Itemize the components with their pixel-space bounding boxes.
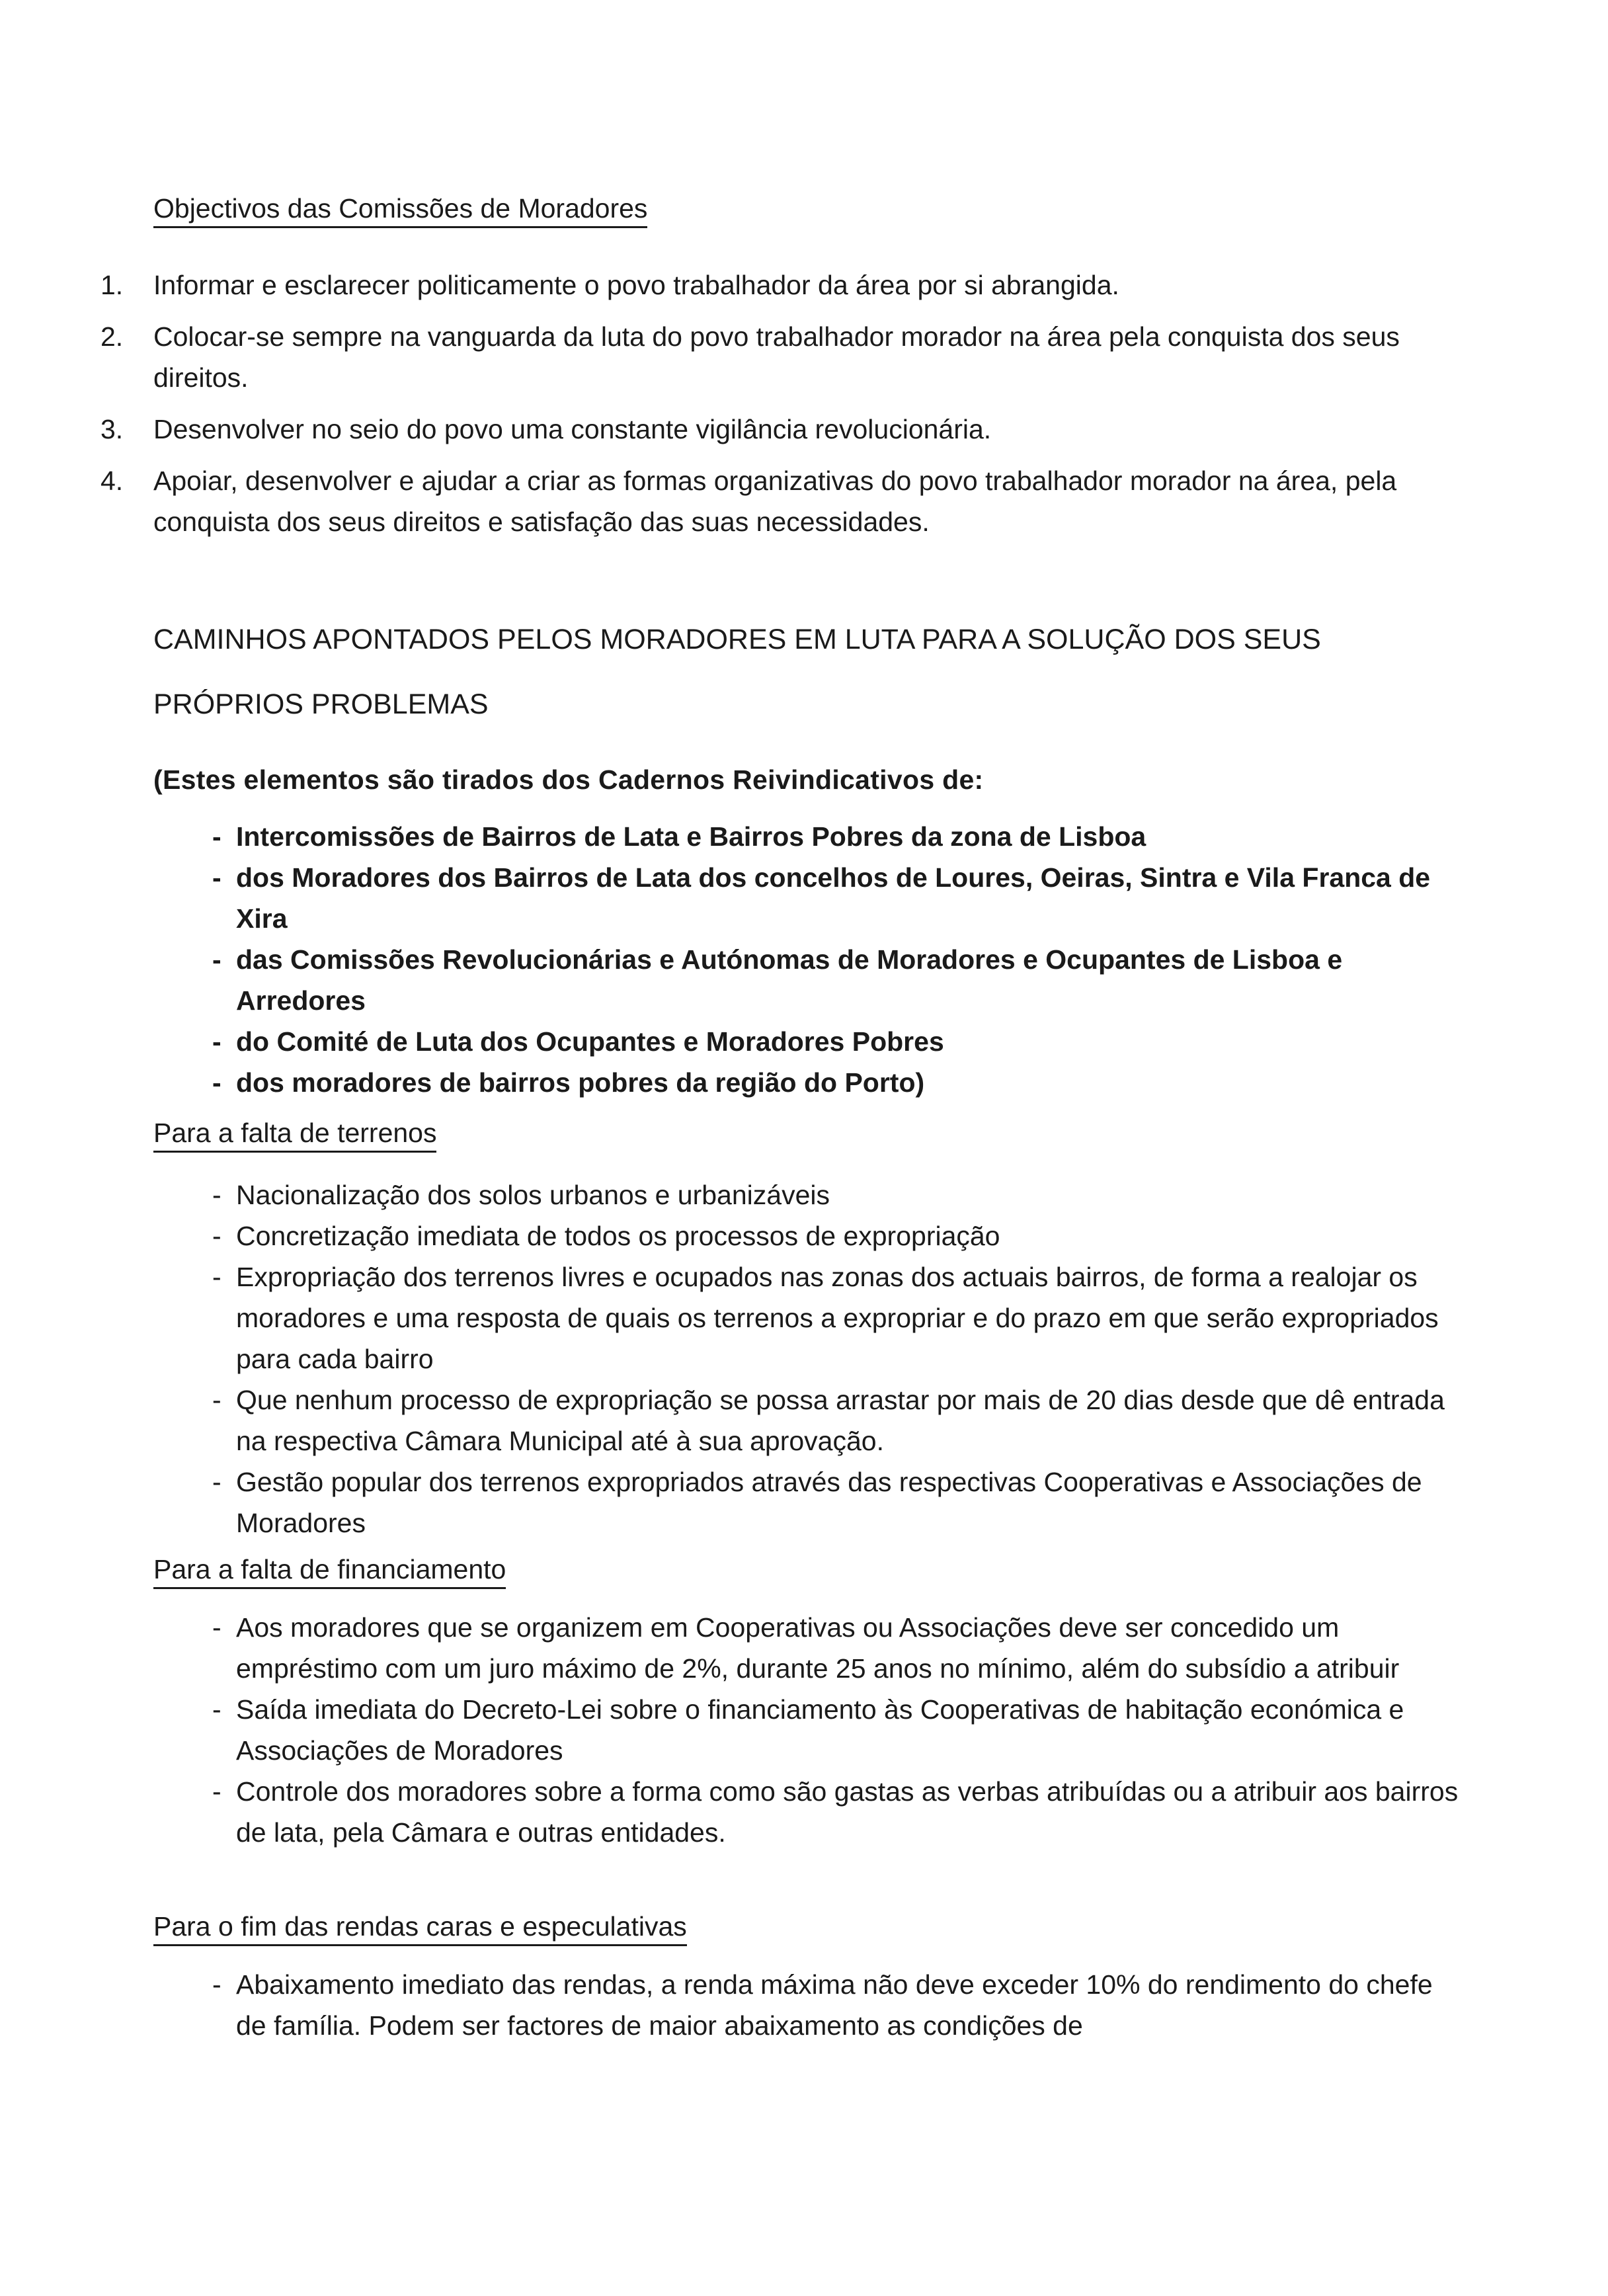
source-item: - dos moradores de bairros pobres da região do Porto) xyxy=(212,1067,925,1098)
financiamento-list xyxy=(0,1607,1608,1853)
source-text: do Comité de Luta dos Ocupantes e Moradores Pobres xyxy=(236,1026,944,1057)
sources-list xyxy=(0,816,1608,1103)
source-text: das Comissões Revolucionárias e Autónomas de Moradores e Ocupantes de Lisboa e Arredores xyxy=(236,944,1343,1016)
rendas-text: Abaixamento imediato das rendas, a renda máxima não deve exceder 10% do rendimento do chefe de família. Podem ser factores de maior abaixamento as condições de xyxy=(236,1969,1433,2041)
objective-number: 4. xyxy=(100,466,124,496)
terrenos-text: Concretização imediata de todos os processos de expropriação xyxy=(236,1221,1000,1251)
source-text: dos Moradores dos Bairros de Lata dos concelhos de Loures, Oeiras, Sintra e Vila Franca de Xira xyxy=(236,862,1431,934)
terrenos-item: - Expropriação dos terrenos livres e ocupados nas zonas dos actuais bairros, de forma a realojar os moradores e uma resposta de quais os terrenos a expropriar e do prazo em que serão expropriados para cada bairro xyxy=(212,1262,1439,1374)
terrenos-text: Que nenhum processo de expropriação se possa arrastar por mais de 20 dias desde que dê entrada na respectiva Câmara Municipal até à sua aprovação. xyxy=(236,1385,1445,1456)
objective-text: Informar e esclarecer politicamente o povo trabalhador da área por si abrangida. xyxy=(153,270,1119,300)
caminhos-title-line-2: PRÓPRIOS PROBLEMAS xyxy=(153,688,489,720)
rendas-item: - Abaixamento imediato das rendas, a renda máxima não deve exceder 10% do rendimento do chefe de família. Podem ser factores de maior abaixamento as condições de xyxy=(212,1969,1433,2041)
terrenos-item: - Gestão popular dos terrenos expropriados através das respectivas Cooperativas e Associações de Moradores xyxy=(212,1467,1422,1538)
rendas-heading: Para o fim das rendas caras e especulativas xyxy=(153,1910,687,1946)
objective-number: 3. xyxy=(100,414,124,444)
objective-number: 2. xyxy=(100,321,124,352)
objective-item xyxy=(0,316,1608,398)
terrenos-text: Gestão popular dos terrenos expropriados através das respectivas Cooperativas e Associações de Moradores xyxy=(236,1467,1422,1538)
financiamento-item: - Saída imediata do Decreto-Lei sobre o financiamento às Cooperativas de habitação económica e Associações de Moradores xyxy=(212,1694,1404,1766)
financiamento-text: Aos moradores que se organizem em Cooperativas ou Associações deve ser concedido um empréstimo com um juro máximo de 2%, durante 25 anos no mínimo, além do subsídio a atribuir xyxy=(236,1612,1400,1684)
objectives-list xyxy=(0,265,1608,553)
caminhos-intro: (Estes elementos são tirados dos Cadernos Reivindicativos de: xyxy=(153,764,984,795)
caminhos-title xyxy=(153,607,1469,737)
rendas-list xyxy=(0,1964,1608,2046)
objective-text: Apoiar, desenvolver e ajudar a criar as formas organizativas do povo trabalhador morador na área, pela conquista dos seus direitos e satisfação das suas necessidades. xyxy=(153,466,1397,537)
source-text: dos moradores de bairros pobres da região do Porto) xyxy=(236,1067,925,1098)
objective-number: 1. xyxy=(100,270,124,300)
financiamento-heading: Para a falta de financiamento xyxy=(153,1553,506,1589)
source-item: - das Comissões Revolucionárias e Autónomas de Moradores e Ocupantes de Lisboa e Arredores xyxy=(212,944,1343,1016)
objectives-heading: Objectivos das Comissões de Moradores xyxy=(153,192,647,228)
terrenos-list xyxy=(0,1174,1608,1543)
financiamento-text: Saída imediata do Decreto-Lei sobre o financiamento às Cooperativas de habitação económica e Associações de Moradores xyxy=(236,1694,1404,1766)
objective-text: Desenvolver no seio do povo uma constante vigilância revolucionária. xyxy=(153,414,992,444)
source-item: - do Comité de Luta dos Ocupantes e Moradores Pobres xyxy=(212,1026,944,1057)
objective-item xyxy=(0,265,1608,306)
terrenos-item: - Concretização imediata de todos os processos de expropriação xyxy=(212,1221,1000,1251)
objective-text: Colocar-se sempre na vanguarda da luta do povo trabalhador morador na área pela conquista dos seus direitos. xyxy=(153,321,1400,393)
source-text: Intercomissões de Bairros de Lata e Bairros Pobres da zona de Lisboa xyxy=(236,821,1146,852)
terrenos-heading: Para a falta de terrenos xyxy=(153,1116,436,1153)
terrenos-item: - Nacionalização dos solos urbanos e urbanizáveis xyxy=(212,1180,830,1210)
financiamento-item: - Controle dos moradores sobre a forma como são gastas as verbas atribuídas ou a atribuir aos bairros de lata, pela Câmara e outras entidades. xyxy=(212,1776,1459,1848)
objective-item xyxy=(0,409,1608,450)
terrenos-item: - Que nenhum processo de expropriação se possa arrastar por mais de 20 dias desde que dê entrada na respectiva Câmara Municipal até à sua aprovação. xyxy=(212,1385,1445,1456)
terrenos-text: Expropriação dos terrenos livres e ocupados nas zonas dos actuais bairros, de forma a realojar os moradores e uma resposta de quais os terrenos a expropriar e do prazo em que serão expropriados para cada bairro xyxy=(236,1262,1439,1374)
financiamento-text: Controle dos moradores sobre a forma como são gastas as verbas atribuídas ou a atribuir aos bairros de lata, pela Câmara e outras entidades. xyxy=(236,1776,1459,1848)
financiamento-item: - Aos moradores que se organizem em Cooperativas ou Associações deve ser concedido um empréstimo com um juro máximo de 2%, durante 25 anos no mínimo, além do subsídio a atribuir xyxy=(212,1612,1400,1684)
objective-item xyxy=(0,460,1608,542)
source-item: - dos Moradores dos Bairros de Lata dos concelhos de Loures, Oeiras, Sintra e Vila Franca de Xira xyxy=(212,862,1431,934)
caminhos-title-line-1: CAMINHOS APONTADOS PELOS MORADORES EM LUTA PARA A SOLUÇÃO DOS SEUS xyxy=(153,624,1321,655)
terrenos-text: Nacionalização dos solos urbanos e urbanizáveis xyxy=(236,1180,830,1210)
source-item: - Intercomissões de Bairros de Lata e Bairros Pobres da zona de Lisboa xyxy=(212,821,1146,852)
